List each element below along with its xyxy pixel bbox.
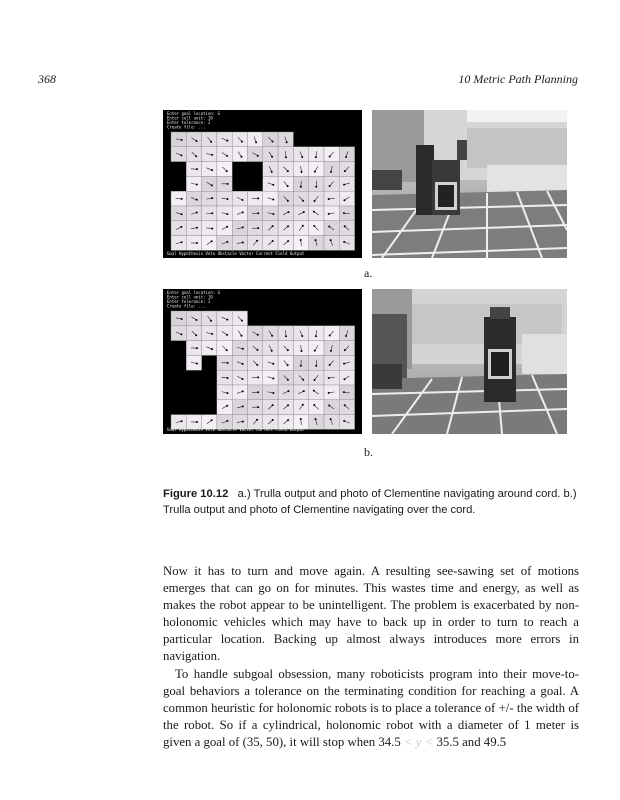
caption-label: Figure 10.12 (163, 488, 229, 500)
vector-head (328, 377, 330, 379)
vector-head (242, 199, 244, 201)
vector-head (196, 199, 198, 201)
vector-head (344, 170, 346, 172)
caption-text: a.) Trulla output and photo of Clementine navigating around cord. b.) Trulla output and photo of Clementine navigating over the cord. (163, 488, 577, 516)
trulla-output-b (163, 289, 362, 434)
vector-head (328, 225, 330, 227)
vector-head (272, 392, 274, 394)
vector-head (196, 211, 198, 213)
vector-head (313, 211, 315, 213)
terminal-status-line: Goal Hypothesis Vote Obstacle Vector Current Field Output (167, 427, 305, 432)
vector-head (315, 239, 317, 241)
vector-head (314, 379, 316, 381)
vector-head (256, 419, 258, 421)
clementine-photo-b (372, 289, 567, 434)
vector-head (181, 198, 183, 200)
vector-head (226, 170, 228, 172)
vector-head (301, 156, 303, 158)
vector-head (272, 213, 274, 215)
vector-head (211, 228, 213, 230)
vector-head (344, 225, 346, 227)
vector-head (315, 186, 317, 188)
vector-head (211, 154, 213, 156)
photo-scene-a (372, 110, 567, 258)
vector-head (256, 349, 258, 351)
vector-head (315, 365, 317, 367)
vector-head (227, 377, 229, 379)
vector-head (196, 421, 198, 423)
vector-head (329, 155, 331, 157)
vector-head (328, 404, 330, 406)
vector-head (271, 350, 273, 352)
terminal-line: Create file: ... (167, 303, 206, 309)
vector-head (343, 184, 345, 186)
vector-head (330, 350, 332, 352)
vector-head (287, 185, 289, 187)
terminal-line: Create file: ... (167, 124, 206, 130)
vector-head (314, 200, 316, 202)
photo-scene-b (372, 289, 567, 434)
vector-head (303, 390, 305, 392)
vector-head (211, 419, 213, 421)
vector-head (313, 225, 315, 227)
vector-head (300, 239, 302, 241)
vector-head (181, 213, 183, 215)
vector-head (257, 334, 259, 336)
vector-head (287, 364, 289, 366)
vector-head (210, 320, 212, 322)
vector-head (226, 392, 228, 394)
vector-head (227, 198, 229, 200)
vector-head (300, 365, 302, 367)
vector-head (271, 156, 273, 158)
vector-head (302, 404, 304, 406)
vector-head (271, 335, 273, 337)
vector-head (314, 171, 316, 173)
vector-head (287, 419, 289, 421)
vector-head (242, 405, 244, 407)
vector-head (226, 241, 228, 243)
vector-head (257, 391, 259, 393)
terminal-line: Enter goal location: G (167, 111, 220, 116)
terminal-status-line: Goal Hypothesis Vote Obstacle Vector Current Field Output (167, 251, 305, 256)
vector-head (256, 364, 258, 366)
paragraph-2-end: 35.5 and 49.5 (436, 734, 507, 749)
vector-head (345, 335, 347, 337)
vector-head (241, 320, 243, 322)
vector-head (196, 362, 198, 364)
vector-head (226, 405, 228, 407)
vector-head (328, 392, 330, 394)
vector-head (329, 364, 331, 366)
terminal-line: Enter tolerance: 2 (167, 120, 211, 125)
vector-head (328, 213, 330, 215)
vector-head (272, 404, 274, 406)
vector-head (286, 141, 288, 143)
vector-head (195, 155, 197, 157)
vector-head (242, 421, 244, 423)
vector-head (242, 390, 244, 392)
vector-head (241, 141, 243, 143)
terminal-line: Enter goal location: G (167, 290, 220, 295)
vector-head (287, 379, 289, 381)
figure-caption (163, 486, 583, 518)
vector-head (180, 226, 182, 228)
vector-head (226, 319, 228, 321)
vector-head (301, 335, 303, 337)
vector-head (287, 404, 289, 406)
vector-head (330, 239, 332, 241)
vector-head (211, 197, 213, 199)
vector-head (242, 348, 244, 350)
vector-head (313, 390, 315, 392)
vector-head (287, 240, 289, 242)
paragraph-2-start: To handle subgoal obsession, many roboticists program into their move-to-goal behaviors a tolerance on the terminating condition for reaching a goal. A common heuristic for holonomic robots is to place a tolerance of +/- the width of the robot. So if a cylindrical, holonomic robot with a diameter of 1 meter is given a goal of (35, 50), it will stop when 34.5 (163, 666, 579, 749)
vector-head (240, 335, 242, 337)
vector-head (226, 349, 228, 351)
figure-label-b: b. (364, 445, 373, 459)
vector-head (343, 212, 345, 214)
vector-head (272, 141, 274, 143)
vector-head (344, 404, 346, 406)
vector-head (300, 418, 302, 420)
vector-head (343, 363, 345, 365)
vector-head (257, 155, 259, 157)
paragraph-2 (163, 666, 579, 751)
vector-head (242, 211, 244, 213)
vector-head (226, 213, 228, 215)
vector-head (272, 363, 274, 365)
vector-head (285, 156, 287, 158)
trulla-grid-b (163, 289, 362, 434)
vector-head (211, 169, 213, 171)
vector-head (287, 211, 289, 213)
vector-head (271, 171, 273, 173)
vector-head (227, 362, 229, 364)
vector-head (313, 404, 315, 406)
vector-head (227, 183, 229, 185)
figure-label-a: a. (364, 266, 373, 280)
vector-head (180, 154, 182, 156)
vector-head (329, 334, 331, 336)
vector-head (181, 139, 183, 141)
terminal-line: Enter cell unit: 10 (167, 115, 213, 121)
vector-head (257, 406, 259, 408)
page-number: 368 (38, 72, 56, 86)
vector-head (315, 335, 317, 337)
vector-head (211, 333, 213, 335)
vector-head (211, 348, 213, 350)
vector-head (272, 199, 274, 201)
vector-head (315, 156, 317, 158)
vector-head (257, 197, 259, 199)
vector-head (242, 242, 244, 244)
vector-head (226, 155, 228, 157)
vector-head (285, 335, 287, 337)
vector-head (330, 171, 332, 173)
vector-head (226, 140, 228, 142)
vector-head (344, 349, 346, 351)
terminal-line: Enter tolerance: 2 (167, 299, 211, 304)
vector-head (196, 227, 198, 229)
inequality-symbol: < y < (400, 734, 437, 749)
vector-head (196, 183, 198, 185)
vector-head (330, 418, 332, 420)
clementine-photo-a (372, 110, 567, 258)
vector-head (314, 350, 316, 352)
vector-head (196, 347, 198, 349)
vector-head (343, 199, 345, 201)
vector-head (196, 168, 198, 170)
vector-head (256, 240, 258, 242)
vector-head (345, 156, 347, 158)
vector-head (195, 334, 197, 336)
vector-head (226, 334, 228, 336)
vector-head (287, 349, 289, 351)
vector-head (211, 212, 213, 214)
vector-head (303, 211, 305, 213)
vector-head (272, 225, 274, 227)
running-header: 10 Metric Path Planning (458, 72, 578, 86)
vector-head (329, 185, 331, 187)
trulla-output-a (163, 110, 362, 258)
body-text (163, 563, 579, 751)
vector-head (328, 198, 330, 200)
vector-head (302, 200, 304, 202)
vector-head (195, 319, 197, 321)
paragraph-1: Now it has to turn and move again. A resulting see-sawing set of motions emerges that can go on for minutes. This wastes time and energy, as well as makes the robot appear to be unintelligent. The problem is exacerbated by non-holonomic vehicles which may have to back up in order to turn to reach a particular location. Backing up almost always introduces more errors in navigation. (163, 564, 579, 664)
vector-head (210, 141, 212, 143)
vector-head (242, 226, 244, 228)
vector-head (343, 378, 345, 380)
vector-head (181, 318, 183, 320)
vector-head (272, 184, 274, 186)
vector-head (211, 240, 213, 242)
vector-head (257, 227, 259, 229)
vector-head (195, 140, 197, 142)
vector-head (272, 378, 274, 380)
vector-head (242, 363, 244, 365)
vector-head (242, 378, 244, 380)
vector-head (300, 186, 302, 188)
vector-head (287, 170, 289, 172)
vector-head (315, 418, 317, 420)
vector-head (287, 390, 289, 392)
vector-head (226, 420, 228, 422)
vector-head (272, 419, 274, 421)
vector-head (255, 141, 257, 143)
vector-head (240, 156, 242, 158)
vector-head (302, 225, 304, 227)
vector-head (302, 379, 304, 381)
vector-head (257, 376, 259, 378)
vector-head (343, 420, 345, 422)
vector-head (343, 391, 345, 393)
vector-head (211, 184, 213, 186)
vector-head (287, 225, 289, 227)
vector-head (300, 171, 302, 173)
vector-head (196, 242, 198, 244)
vector-head (181, 420, 183, 422)
vector-head (287, 200, 289, 202)
vector-head (300, 350, 302, 352)
vector-head (226, 226, 228, 228)
vector-head (180, 333, 182, 335)
vector-head (257, 212, 259, 214)
vector-head (343, 241, 345, 243)
vector-head (181, 241, 183, 243)
trulla-grid-a (163, 110, 362, 258)
vector-head (272, 240, 274, 242)
terminal-line: Enter cell unit: 10 (167, 294, 213, 300)
